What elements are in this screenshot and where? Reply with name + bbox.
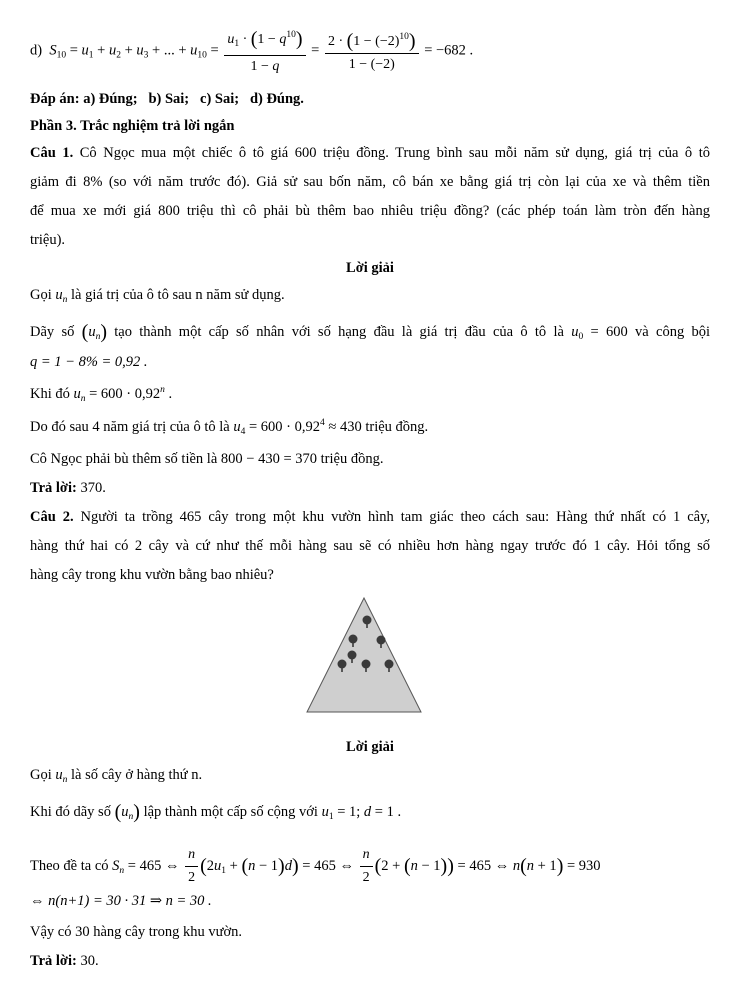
fraction-numeric: $\frac{2 \cdot (1 - (-2)^{10})}{1 - (-2)}$ (325, 28, 419, 74)
q2-line-3: hàng cây trong khu vườn bằng bao nhiêu? (30, 567, 274, 583)
answer-summary: Đáp án: a) Đúng; b) Sai; c) Sai; d) Đúng. (30, 91, 304, 107)
q2-sol-2: Khi đó dãy số $(u_n)$ lập thành một cấp số cộng với $u_1 = 1$; d = 1 . (30, 801, 402, 823)
q1-sol-4: Khi đó $u_n = 600 \cdot 0,92^n$ . (30, 385, 173, 404)
q1-line-1: Câu 1. Cô Ngọc mua một chiếc ô tô giá 600 triệu đồng. Trung bình sau mỗi năm sử dụng, giá trị của ô tô (30, 145, 711, 161)
q2-solution-title: Lời giải (346, 739, 394, 755)
q2-sol-5: Vậy có 30 hàng cây trong khu vườn. (30, 924, 243, 940)
q1-line-2: giảm đi 8% (so với năm trước đó). Giả sử sau bốn năm, cô bán xe bằng giá trị còn lại của xe và thêm tiền (30, 174, 710, 190)
q2-answer: Trả lời: 30. (30, 953, 99, 969)
q1-answer: Trả lời: 370. (30, 480, 106, 496)
q1-solution-title: Lời giải (346, 260, 394, 276)
q2-sol-1: Gọi $u_n$ là số cây ở hàng thứ n. (30, 767, 203, 785)
fraction-general: $\frac{u_1 \cdot (1 - q^{10})}{1 - q}$ (224, 26, 305, 76)
triangle-garden-figure (305, 596, 423, 714)
q2-label: Câu 2. (30, 509, 74, 525)
q1-line-3: để mua xe mới giá 800 triệu thì cô phải bù thêm bao nhiêu triệu đồng? (các phép toán làm tròn đến hàng (30, 203, 710, 219)
triangle-shape (307, 598, 421, 712)
q1-sol-5: Do đó sau 4 năm giá trị của ô tô là $u_4 = 600 \cdot 0,92^4 \approx 430$ triệu đồng. (30, 418, 429, 437)
part-d-result: = −682 . (424, 42, 474, 59)
q1-label: Câu 1. (30, 145, 74, 161)
q1-sol-1: Gọi $u_n$ là giá trị của ô tô sau n năm sử dụng. (30, 287, 285, 305)
q1-line-4: triệu). (30, 232, 66, 248)
q1-sol-2: Dãy số $(u_n)$ tạo thành một cấp số nhân với số hạng đầu là giá trị đầu của ô tô là $u_0 = 600$ và công bội (30, 321, 711, 343)
q2-line-2: hàng thứ hai có 2 cây và cứ như thế mỗi hàng sau sẽ có nhiều hơn hàng ngay trước đó 1 cây. Hỏi tổng số (30, 538, 710, 554)
q2-sol-4: ⇔ n(n+1) = 30 · 31 ⇒ n = 30 . (30, 893, 212, 909)
part-d-formula: d) $S_{10} = u_1 + u_2 + u_3$ + ... + $u_{10}$ = $\frac{u_1 \cdot (1 - q^{10})}{1 - q}$ = $\frac{2 \cdot (1 - (-2)^{10})}{1 - (-2)}$ = −682 . (30, 28, 474, 74)
q2-line-1: Câu 2. Người ta trồng 465 cây trong một khu vườn hình tam giác theo cách sau: Hàng thứ nhất có 1 cây, (30, 509, 711, 525)
section-title: Phần 3. Trắc nghiệm trả lời ngắn (30, 118, 235, 134)
q1-sol-3: q = 1 − 8% = 0,92 . (30, 354, 148, 370)
q2-sol-3: Theo đề ta có $S_n = 465$ ⇔ $\frac{n}{2}$ $(2u_1 + (n - 1)d) = 465$ ⇔ $\frac{n}{2}$ (2 + (n − 1)) = 465 ⇔ n(n + 1) = 930 (30, 847, 601, 885)
q1-sol-6: Cô Ngọc phải bù thêm số tiền là 800 − 430 = 370 triệu đồng. (30, 451, 384, 467)
part-d-label: d) (30, 42, 43, 59)
